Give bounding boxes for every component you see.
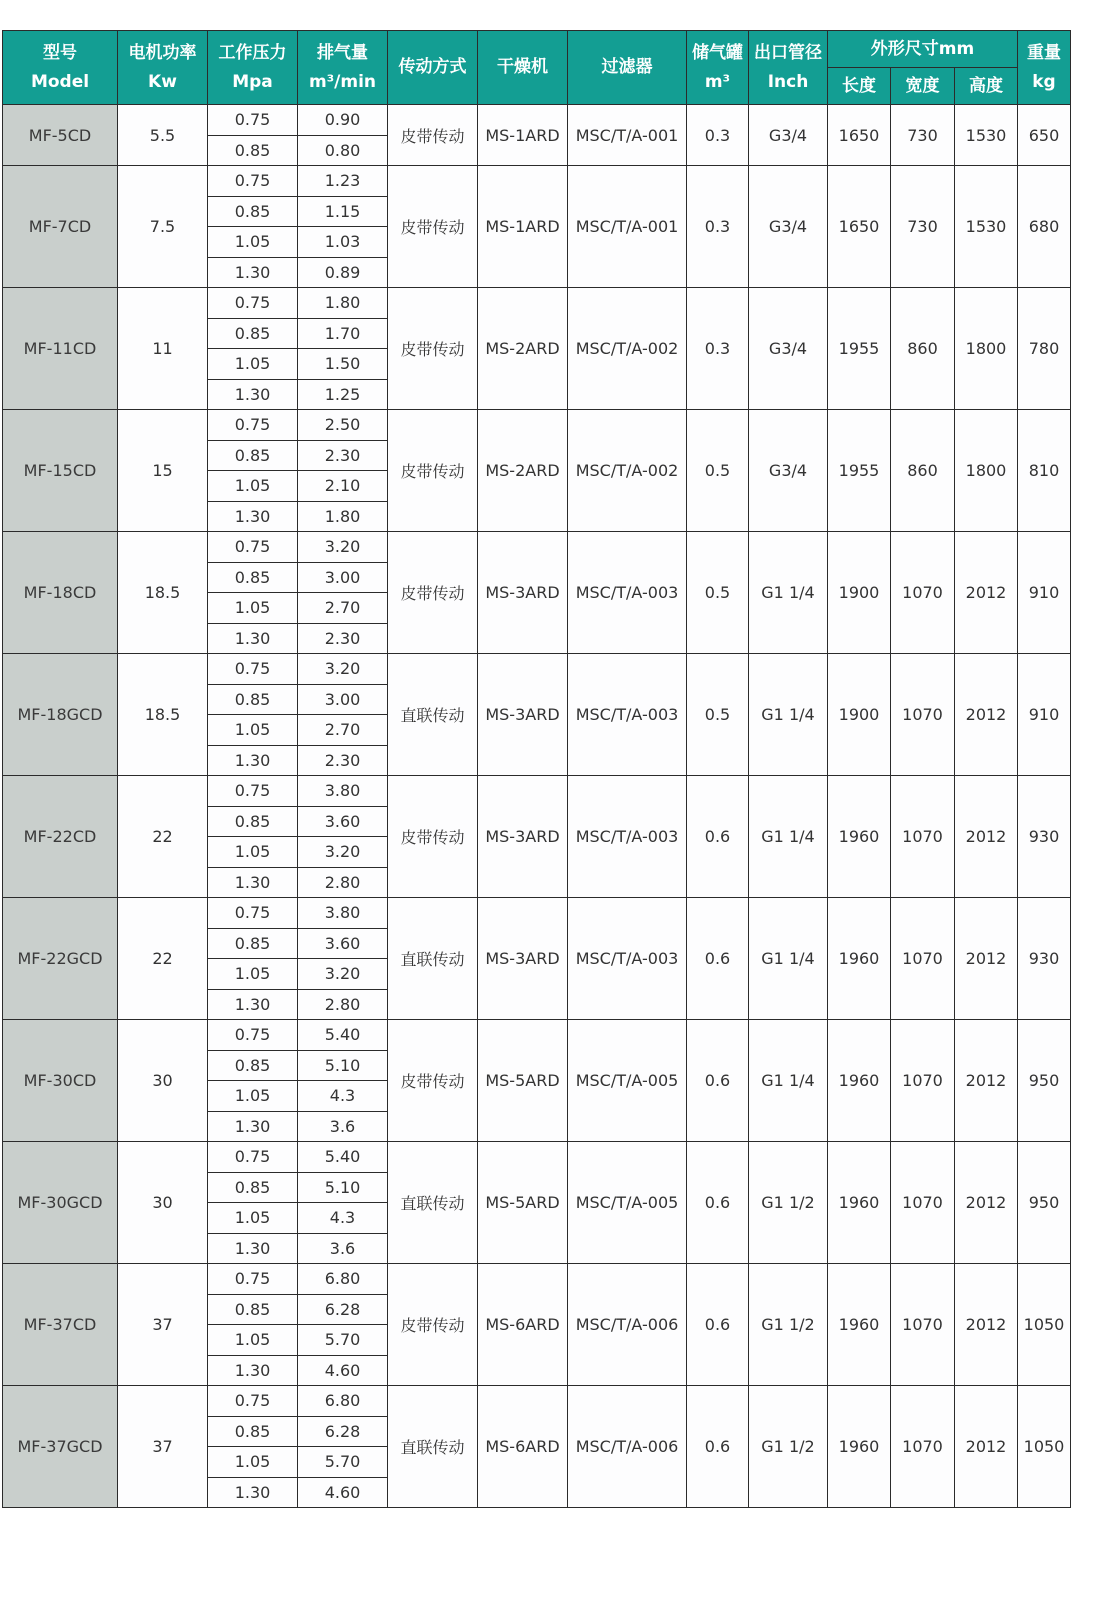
working-pressure: 0.75: [208, 654, 298, 685]
dimension-height: 2012: [955, 654, 1018, 776]
weight-value: 680: [1018, 166, 1071, 288]
working-pressure: 1.05: [208, 593, 298, 624]
outlet-size: G1 1/2: [749, 1142, 828, 1264]
motor-power: 22: [118, 776, 208, 898]
air-delivery: 3.60: [298, 928, 388, 959]
working-pressure: 0.75: [208, 1264, 298, 1295]
dimension-length: 1900: [828, 654, 891, 776]
filter-model: MSC/T/A-002: [568, 410, 687, 532]
air-delivery: 2.50: [298, 410, 388, 441]
filter-model: MSC/T/A-003: [568, 776, 687, 898]
working-pressure: 0.75: [208, 1020, 298, 1051]
working-pressure: 0.75: [208, 532, 298, 563]
dimension-width: 730: [891, 105, 955, 166]
filter-model: MSC/T/A-003: [568, 532, 687, 654]
dimension-length: 1650: [828, 105, 891, 166]
outlet-size: G3/4: [749, 410, 828, 532]
model-name: MF-18GCD: [3, 654, 118, 776]
table-row: [3, 105, 1071, 136]
air-delivery: 4.3: [298, 1203, 388, 1234]
table-row: [3, 1386, 1071, 1417]
dimension-height: 1800: [955, 410, 1018, 532]
air-delivery: 5.10: [298, 1172, 388, 1203]
dimension-height: 2012: [955, 776, 1018, 898]
outlet-size: G1 1/4: [749, 654, 828, 776]
working-pressure: 1.05: [208, 837, 298, 868]
air-delivery: 4.3: [298, 1081, 388, 1112]
table-row: [3, 532, 1071, 563]
working-pressure: 0.75: [208, 288, 298, 319]
tank-volume: 0.3: [687, 105, 749, 166]
outlet-size: G1 1/4: [749, 898, 828, 1020]
air-delivery: 1.80: [298, 501, 388, 532]
air-delivery: 1.50: [298, 349, 388, 380]
model-name: MF-22GCD: [3, 898, 118, 1020]
tank-volume: 0.6: [687, 776, 749, 898]
air-delivery: 1.23: [298, 166, 388, 197]
filter-model: MSC/T/A-005: [568, 1020, 687, 1142]
tank-volume: 0.6: [687, 1386, 749, 1508]
table-row: [3, 1020, 1071, 1051]
dryer-model: MS-3ARD: [478, 776, 568, 898]
working-pressure: 0.85: [208, 1050, 298, 1081]
motor-power: 37: [118, 1264, 208, 1386]
dimension-length: 1650: [828, 166, 891, 288]
header-airflow: 排气量 m³/min: [298, 31, 388, 105]
filter-model: MSC/T/A-002: [568, 288, 687, 410]
air-delivery: 5.40: [298, 1142, 388, 1173]
air-delivery: 1.70: [298, 318, 388, 349]
air-delivery: 5.40: [298, 1020, 388, 1051]
motor-power: 30: [118, 1142, 208, 1264]
air-delivery: 2.70: [298, 715, 388, 746]
working-pressure: 0.75: [208, 898, 298, 929]
air-delivery: 2.70: [298, 593, 388, 624]
dimension-height: 2012: [955, 898, 1018, 1020]
working-pressure: 1.30: [208, 1355, 298, 1386]
motor-power: 18.5: [118, 532, 208, 654]
outlet-size: G1 1/2: [749, 1264, 828, 1386]
working-pressure: 1.05: [208, 1325, 298, 1356]
weight-value: 650: [1018, 105, 1071, 166]
working-pressure: 0.75: [208, 166, 298, 197]
working-pressure: 0.85: [208, 684, 298, 715]
working-pressure: 1.30: [208, 1111, 298, 1142]
dimension-height: 2012: [955, 1386, 1018, 1508]
drive-type: 直联传动: [388, 1142, 478, 1264]
header-pressure: 工作压力 Mpa: [208, 31, 298, 105]
working-pressure: 0.85: [208, 562, 298, 593]
drive-type: 皮带传动: [388, 1020, 478, 1142]
working-pressure: 1.05: [208, 715, 298, 746]
air-delivery: 5.70: [298, 1447, 388, 1478]
dimension-length: 1960: [828, 1020, 891, 1142]
dryer-model: MS-6ARD: [478, 1386, 568, 1508]
header-outlet: 出口管径 Inch: [749, 31, 828, 105]
air-delivery: 3.6: [298, 1233, 388, 1264]
model-name: MF-7CD: [3, 166, 118, 288]
spec-table: [2, 30, 1071, 1508]
air-delivery: 2.30: [298, 745, 388, 776]
dryer-model: MS-3ARD: [478, 898, 568, 1020]
model-name: MF-37CD: [3, 1264, 118, 1386]
dimension-width: 1070: [891, 898, 955, 1020]
working-pressure: 0.85: [208, 318, 298, 349]
drive-type: 直联传动: [388, 654, 478, 776]
dryer-model: MS-2ARD: [478, 410, 568, 532]
working-pressure: 1.30: [208, 1233, 298, 1264]
header-weight: 重量 kg: [1018, 31, 1071, 105]
dimension-length: 1960: [828, 1142, 891, 1264]
working-pressure: 1.30: [208, 257, 298, 288]
air-delivery: 2.80: [298, 867, 388, 898]
dimension-width: 730: [891, 166, 955, 288]
motor-power: 5.5: [118, 105, 208, 166]
working-pressure: 0.75: [208, 410, 298, 441]
outlet-size: G1 1/2: [749, 1386, 828, 1508]
dryer-model: MS-5ARD: [478, 1142, 568, 1264]
working-pressure: 0.75: [208, 776, 298, 807]
air-delivery: 3.00: [298, 562, 388, 593]
dryer-model: MS-5ARD: [478, 1020, 568, 1142]
air-delivery: 2.30: [298, 440, 388, 471]
air-delivery: 6.28: [298, 1294, 388, 1325]
air-delivery: 3.20: [298, 654, 388, 685]
motor-power: 30: [118, 1020, 208, 1142]
table-row: [3, 1142, 1071, 1173]
model-name: MF-30GCD: [3, 1142, 118, 1264]
tank-volume: 0.6: [687, 1142, 749, 1264]
drive-type: 直联传动: [388, 898, 478, 1020]
tank-volume: 0.6: [687, 1264, 749, 1386]
model-name: MF-18CD: [3, 532, 118, 654]
dimension-height: 1800: [955, 288, 1018, 410]
tank-volume: 0.5: [687, 532, 749, 654]
dimension-height: 2012: [955, 1020, 1018, 1142]
dimension-length: 1960: [828, 898, 891, 1020]
drive-type: 皮带传动: [388, 166, 478, 288]
dimension-width: 1070: [891, 1142, 955, 1264]
air-delivery: 6.80: [298, 1264, 388, 1295]
working-pressure: 1.30: [208, 623, 298, 654]
working-pressure: 1.05: [208, 1203, 298, 1234]
tank-volume: 0.5: [687, 654, 749, 776]
dimension-length: 1955: [828, 288, 891, 410]
dimension-height: 1530: [955, 166, 1018, 288]
weight-value: 930: [1018, 776, 1071, 898]
air-delivery: 0.89: [298, 257, 388, 288]
dimension-width: 1070: [891, 1386, 955, 1508]
working-pressure: 1.05: [208, 349, 298, 380]
header-dimensions: 外形尺寸mm: [828, 31, 1018, 68]
table-row: [3, 410, 1071, 441]
tank-volume: 0.3: [687, 288, 749, 410]
filter-model: MSC/T/A-003: [568, 898, 687, 1020]
table-row: [3, 654, 1071, 685]
dimension-length: 1955: [828, 410, 891, 532]
weight-value: 950: [1018, 1142, 1071, 1264]
model-name: MF-37GCD: [3, 1386, 118, 1508]
motor-power: 11: [118, 288, 208, 410]
dimension-width: 1070: [891, 1020, 955, 1142]
dimension-height: 2012: [955, 1142, 1018, 1264]
air-delivery: 3.6: [298, 1111, 388, 1142]
motor-power: 15: [118, 410, 208, 532]
dryer-model: MS-3ARD: [478, 532, 568, 654]
tank-volume: 0.6: [687, 1020, 749, 1142]
weight-value: 1050: [1018, 1386, 1071, 1508]
header-height: 高度: [955, 68, 1018, 105]
table-row: [3, 1264, 1071, 1295]
outlet-size: G3/4: [749, 166, 828, 288]
weight-value: 910: [1018, 532, 1071, 654]
filter-model: MSC/T/A-006: [568, 1386, 687, 1508]
motor-power: 18.5: [118, 654, 208, 776]
air-delivery: 2.10: [298, 471, 388, 502]
drive-type: 皮带传动: [388, 288, 478, 410]
filter-model: MSC/T/A-005: [568, 1142, 687, 1264]
air-delivery: 6.80: [298, 1386, 388, 1417]
air-delivery: 0.80: [298, 135, 388, 166]
air-delivery: 4.60: [298, 1477, 388, 1508]
working-pressure: 1.30: [208, 1477, 298, 1508]
outlet-size: G3/4: [749, 288, 828, 410]
working-pressure: 1.30: [208, 745, 298, 776]
air-delivery: 6.28: [298, 1416, 388, 1447]
motor-power: 7.5: [118, 166, 208, 288]
motor-power: 37: [118, 1386, 208, 1508]
air-delivery: 1.25: [298, 379, 388, 410]
air-delivery: 1.80: [298, 288, 388, 319]
filter-model: MSC/T/A-006: [568, 1264, 687, 1386]
working-pressure: 1.05: [208, 959, 298, 990]
table-row: [3, 288, 1071, 319]
dimension-length: 1960: [828, 776, 891, 898]
model-name: MF-15CD: [3, 410, 118, 532]
working-pressure: 0.85: [208, 196, 298, 227]
dimension-length: 1900: [828, 532, 891, 654]
motor-power: 22: [118, 898, 208, 1020]
air-delivery: 3.20: [298, 532, 388, 563]
model-name: MF-30CD: [3, 1020, 118, 1142]
air-delivery: 3.80: [298, 898, 388, 929]
dimension-height: 2012: [955, 1264, 1018, 1386]
header-tank: 储气罐 m³: [687, 31, 749, 105]
header-length: 长度: [828, 68, 891, 105]
tank-volume: 0.6: [687, 898, 749, 1020]
weight-value: 810: [1018, 410, 1071, 532]
working-pressure: 1.30: [208, 379, 298, 410]
dimension-width: 1070: [891, 654, 955, 776]
working-pressure: 1.05: [208, 471, 298, 502]
dryer-model: MS-2ARD: [478, 288, 568, 410]
working-pressure: 0.75: [208, 105, 298, 136]
working-pressure: 0.85: [208, 1172, 298, 1203]
weight-value: 930: [1018, 898, 1071, 1020]
header-power: 电机功率 Kw: [118, 31, 208, 105]
working-pressure: 1.30: [208, 867, 298, 898]
working-pressure: 0.85: [208, 135, 298, 166]
air-delivery: 0.90: [298, 105, 388, 136]
working-pressure: 0.85: [208, 440, 298, 471]
dryer-model: MS-3ARD: [478, 654, 568, 776]
filter-model: MSC/T/A-001: [568, 105, 687, 166]
air-delivery: 3.60: [298, 806, 388, 837]
air-delivery: 5.10: [298, 1050, 388, 1081]
working-pressure: 1.05: [208, 1081, 298, 1112]
dimension-height: 2012: [955, 532, 1018, 654]
dryer-model: MS-1ARD: [478, 166, 568, 288]
outlet-size: G1 1/4: [749, 532, 828, 654]
weight-value: 1050: [1018, 1264, 1071, 1386]
air-delivery: 2.80: [298, 989, 388, 1020]
drive-type: 直联传动: [388, 1386, 478, 1508]
air-delivery: 1.03: [298, 227, 388, 258]
working-pressure: 1.30: [208, 501, 298, 532]
working-pressure: 0.85: [208, 1294, 298, 1325]
drive-type: 皮带传动: [388, 776, 478, 898]
tank-volume: 0.3: [687, 166, 749, 288]
table-row: [3, 166, 1071, 197]
air-delivery: 1.15: [298, 196, 388, 227]
model-name: MF-22CD: [3, 776, 118, 898]
table-header: [3, 31, 1071, 105]
header-dryer: 干燥机: [478, 31, 568, 105]
dimension-width: 1070: [891, 532, 955, 654]
outlet-size: G1 1/4: [749, 776, 828, 898]
filter-model: MSC/T/A-001: [568, 166, 687, 288]
outlet-size: G1 1/4: [749, 1020, 828, 1142]
header-width: 宽度: [891, 68, 955, 105]
model-name: MF-11CD: [3, 288, 118, 410]
dimension-length: 1960: [828, 1264, 891, 1386]
weight-value: 950: [1018, 1020, 1071, 1142]
working-pressure: 1.05: [208, 227, 298, 258]
weight-value: 910: [1018, 654, 1071, 776]
working-pressure: 1.30: [208, 989, 298, 1020]
drive-type: 皮带传动: [388, 105, 478, 166]
dimension-width: 1070: [891, 1264, 955, 1386]
air-delivery: 5.70: [298, 1325, 388, 1356]
tank-volume: 0.5: [687, 410, 749, 532]
working-pressure: 0.85: [208, 1416, 298, 1447]
working-pressure: 0.85: [208, 806, 298, 837]
table-body: [3, 105, 1071, 1508]
dimension-width: 860: [891, 288, 955, 410]
working-pressure: 1.05: [208, 1447, 298, 1478]
header-drive: 传动方式: [388, 31, 478, 105]
dimension-width: 1070: [891, 776, 955, 898]
table-row: [3, 898, 1071, 929]
air-delivery: 3.20: [298, 837, 388, 868]
air-delivery: 3.00: [298, 684, 388, 715]
air-delivery: 3.20: [298, 959, 388, 990]
dimension-length: 1960: [828, 1386, 891, 1508]
dimension-height: 1530: [955, 105, 1018, 166]
header-model: 型号 Model: [3, 31, 118, 105]
filter-model: MSC/T/A-003: [568, 654, 687, 776]
drive-type: 皮带传动: [388, 532, 478, 654]
air-delivery: 4.60: [298, 1355, 388, 1386]
air-delivery: 2.30: [298, 623, 388, 654]
outlet-size: G3/4: [749, 105, 828, 166]
drive-type: 皮带传动: [388, 410, 478, 532]
working-pressure: 0.75: [208, 1386, 298, 1417]
header-filter: 过滤器: [568, 31, 687, 105]
table-row: [3, 776, 1071, 807]
model-name: MF-5CD: [3, 105, 118, 166]
working-pressure: 0.75: [208, 1142, 298, 1173]
air-delivery: 3.80: [298, 776, 388, 807]
dimension-width: 860: [891, 410, 955, 532]
dryer-model: MS-1ARD: [478, 105, 568, 166]
working-pressure: 0.85: [208, 928, 298, 959]
dryer-model: MS-6ARD: [478, 1264, 568, 1386]
weight-value: 780: [1018, 288, 1071, 410]
drive-type: 皮带传动: [388, 1264, 478, 1386]
